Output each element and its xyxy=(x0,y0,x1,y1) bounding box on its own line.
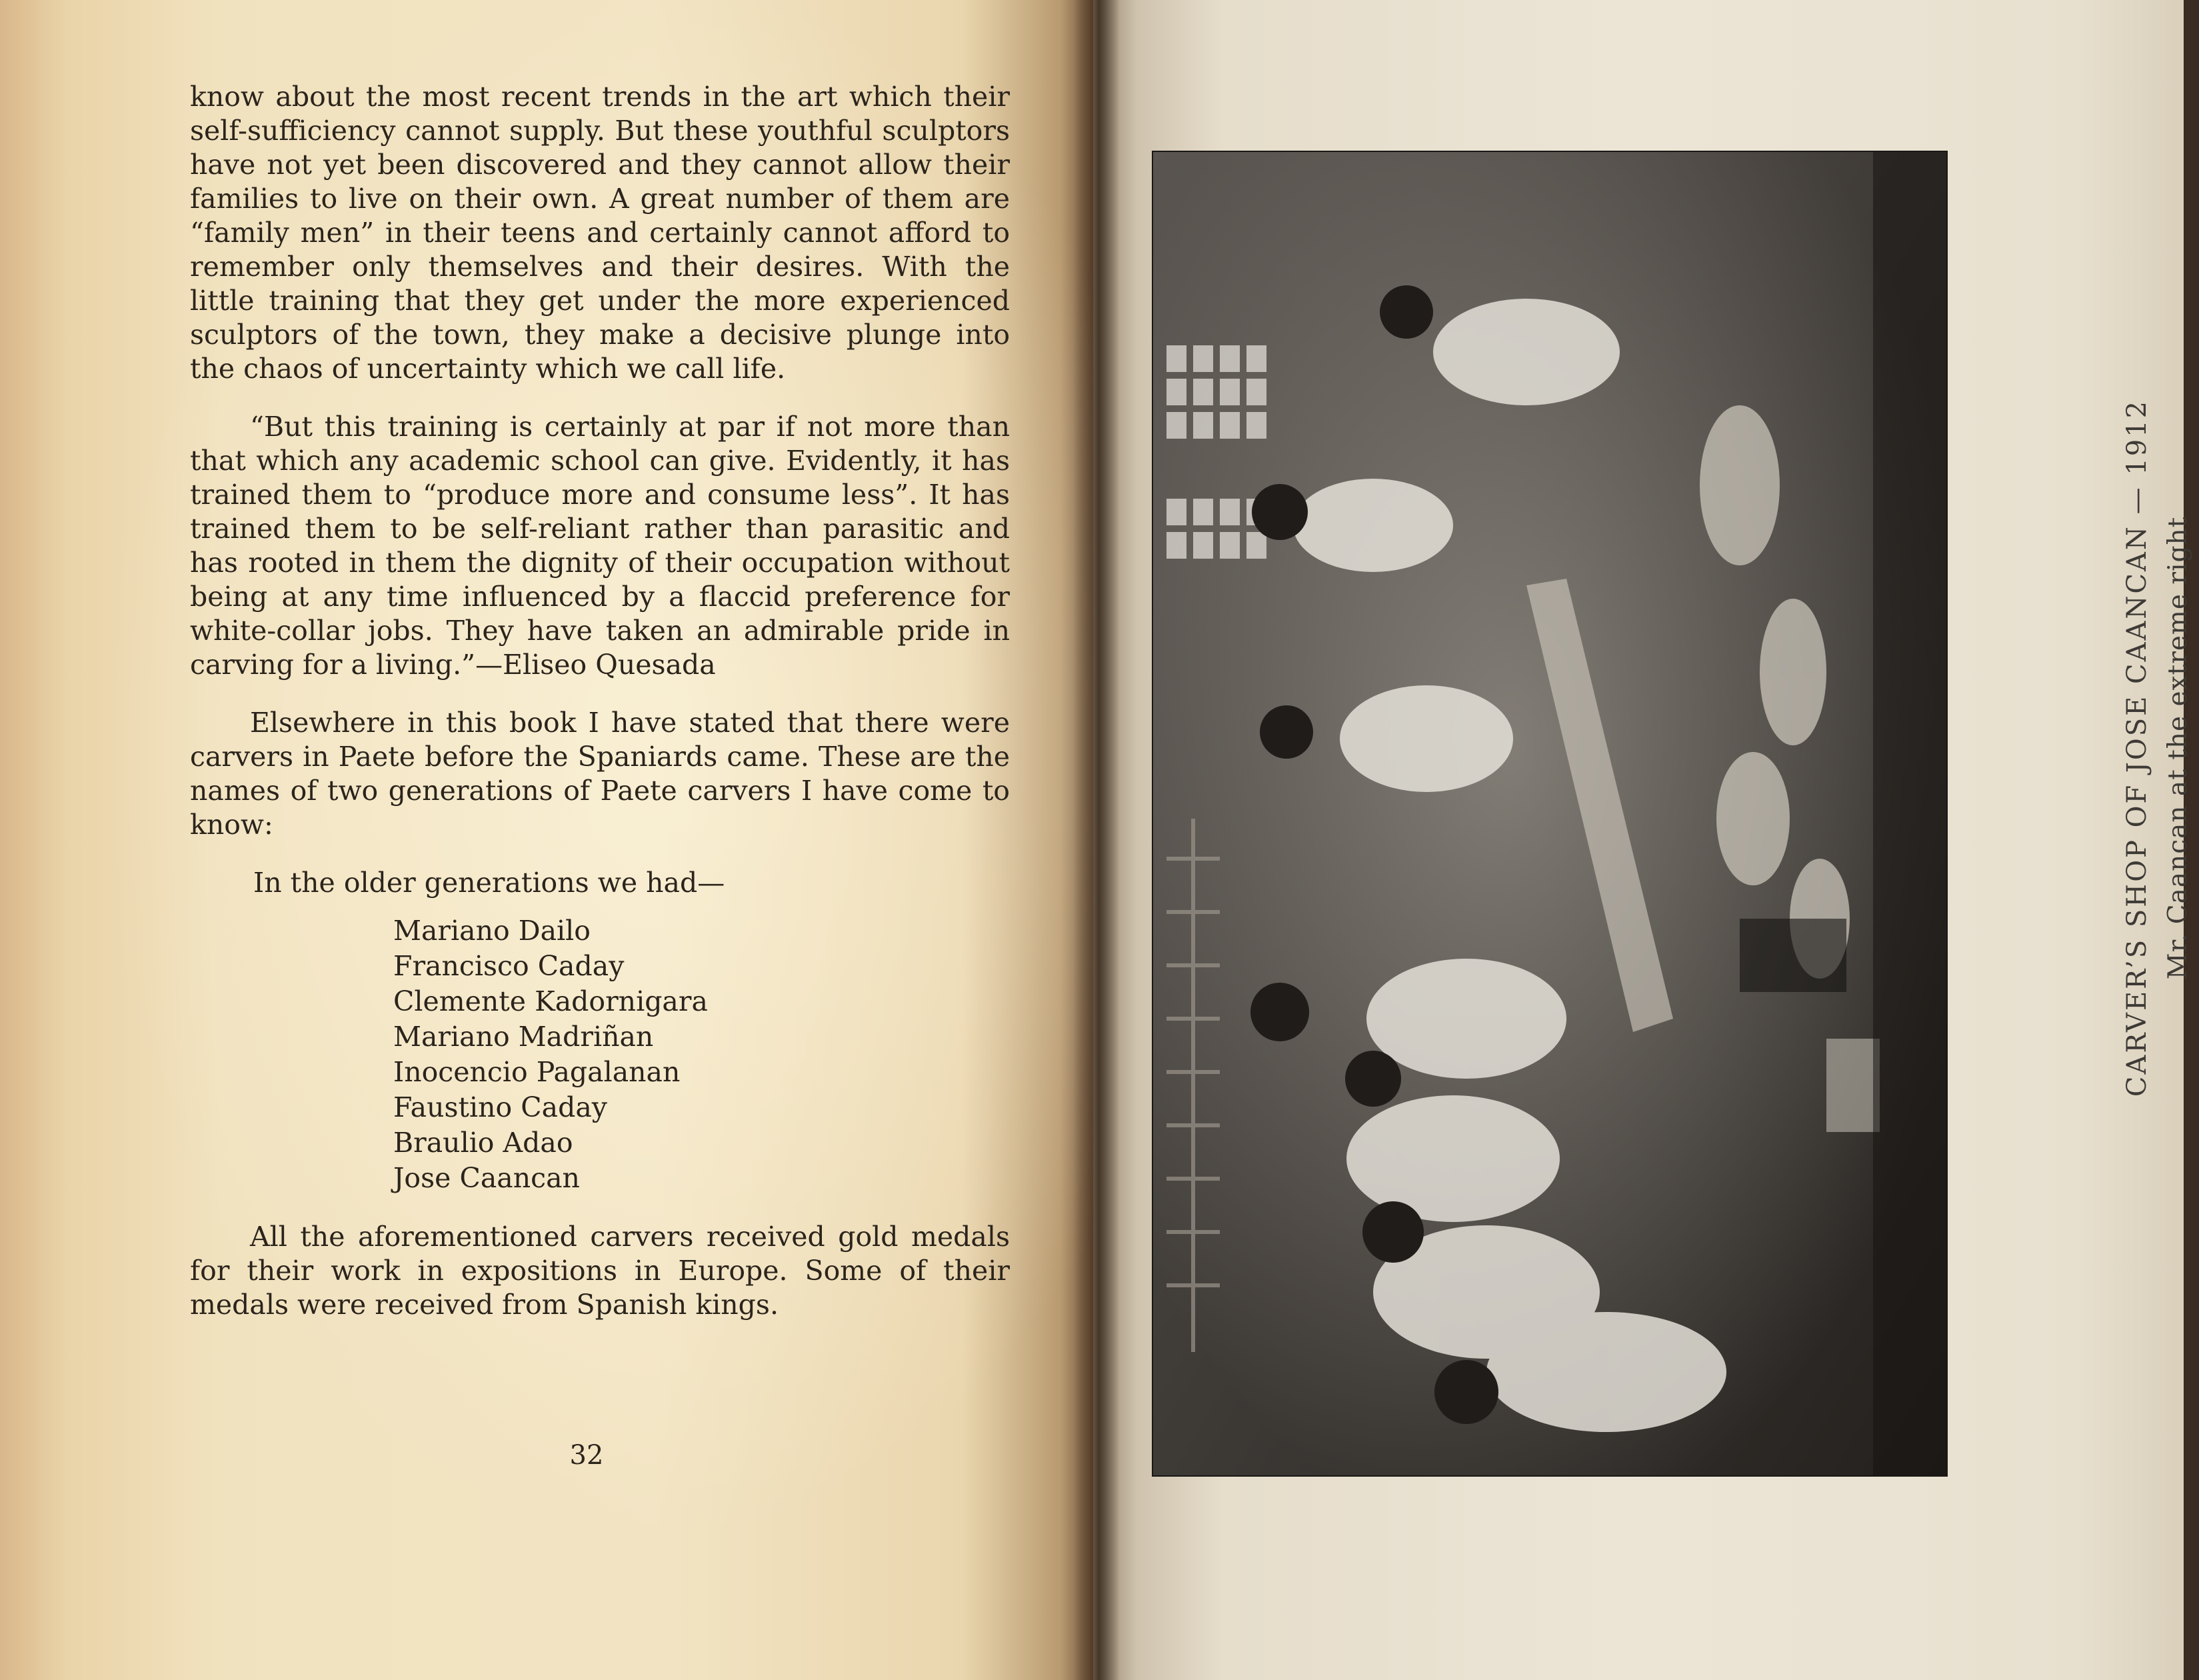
photo-illustration xyxy=(1153,152,1946,1475)
book-gutter xyxy=(1073,0,1120,1680)
caption-title: CARVER’S SHOP OF JOSE CAANCAN — 1912 xyxy=(2122,399,2152,1097)
list-item: Braulio Adao xyxy=(393,1127,573,1159)
caption-subtitle: Mr. Caancan at the extreme right xyxy=(2163,516,2193,980)
carver-names-list xyxy=(393,913,1010,1196)
list-item: Faustino Caday xyxy=(393,1091,607,1123)
paragraph-quote: “But this training is certainly at par if not more than that which any academic school can give. Evidently, it has trained them to “produce more and consume less”. It has trained them to be self-reliant rather than parasitic and has rooted in them the dignity of their occupation without being at any time influenced by a flaccid preference for white-collar jobs. They have taken an admirable pride in carving for a living.”—Eliseo Quesada xyxy=(190,411,1010,681)
left-page-text xyxy=(190,80,1010,1322)
list-item: Mariano Dailo xyxy=(393,915,591,947)
list-item: Clemente Kadornigara xyxy=(393,985,708,1017)
list-item: Jose Caancan xyxy=(393,1162,580,1194)
list-item: Mariano Madriñan xyxy=(393,1021,654,1053)
workshop-photograph xyxy=(1153,152,1946,1475)
list-item: Inocencio Pagalanan xyxy=(393,1056,681,1088)
page-number: 32 xyxy=(569,1440,604,1471)
photo-caption xyxy=(2116,348,2199,1148)
list-intro: In the older generations we had— xyxy=(253,867,725,899)
paragraph-carvers-intro: Elsewhere in this book I have stated that there were carvers in Paete before the Spaniards came. These are the names of two generations of Paete carvers I have come to know: xyxy=(190,707,1010,841)
list-item: Francisco Caday xyxy=(393,950,625,982)
left-page xyxy=(0,0,1093,1680)
paragraph-continued: know about the most recent trends in the art which their self-sufficiency cannot supply. But these youthful sculptors have not yet been discovered and they cannot allow their families to live on their own. A great number of them are “family men” in their teens and certainly cannot afford to remember only themselves and their desires. With the little training that they get under the more experienced sculptors of the town, they make a decisive plunge into the chaos of uncertainty which we call life. xyxy=(190,81,1010,385)
paragraph-closing: All the aforementioned carvers received gold medals for their work in expositions in Europe. Some of their medals were received from Spanish kings. xyxy=(190,1221,1010,1321)
